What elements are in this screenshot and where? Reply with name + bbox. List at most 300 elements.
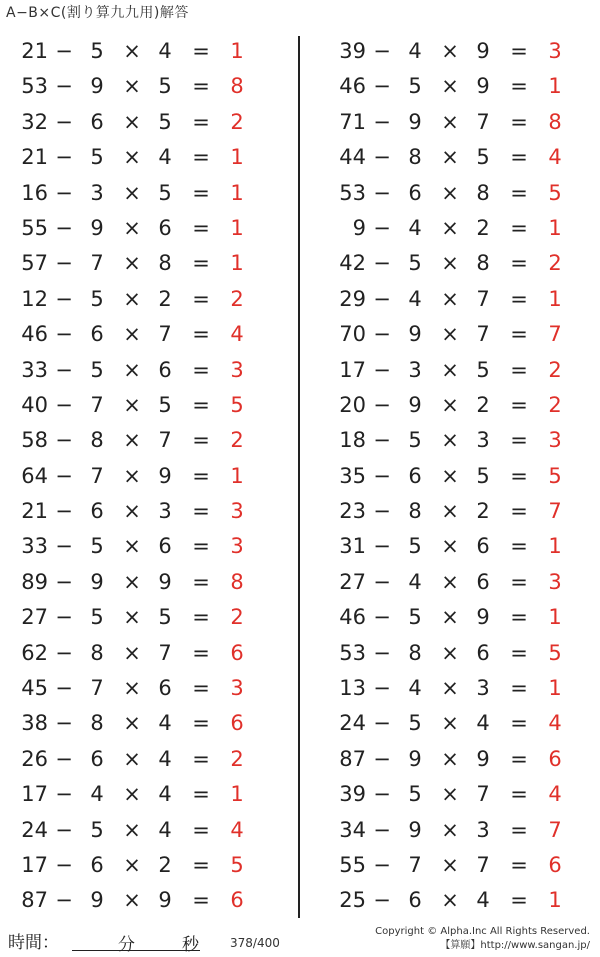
minus-sign: − [373,286,391,311]
times-sign: × [123,746,141,771]
minus-sign: − [55,286,73,311]
operand-a: 71 [339,109,366,134]
operand-c: 4 [158,782,172,807]
operand-a: 70 [339,322,366,347]
answer: 2 [230,428,244,453]
equals-sign: = [510,286,528,311]
page-counter: 378/400 [230,936,280,950]
operand-a: 27 [339,569,366,594]
operand-b: 6 [408,463,422,488]
times-sign: × [441,676,459,701]
operand-b: 5 [90,605,104,630]
times-sign: × [441,180,459,205]
worksheet-title: A−B×C(割り算九九用)解答 [6,5,189,21]
minus-sign: − [373,215,391,240]
operand-c: 7 [158,640,172,665]
operand-b: 5 [408,534,422,559]
minus-sign: − [373,640,391,665]
times-sign: × [441,640,459,665]
times-sign: × [123,392,141,417]
operand-b: 5 [408,711,422,736]
answer: 1 [230,215,244,240]
answer: 5 [548,180,562,205]
equals-sign: = [192,676,210,701]
problem-row [318,353,600,388]
operand-c: 5 [476,145,490,170]
answer: 6 [230,640,244,665]
times-sign: × [123,711,141,736]
operand-a: 53 [21,74,48,99]
minus-sign: − [55,39,73,63]
operand-a: 35 [339,463,366,488]
times-sign: × [441,569,459,594]
problem-row [0,706,290,741]
operand-b: 5 [408,251,422,276]
minus-sign: − [373,746,391,771]
minus-sign: − [373,39,391,63]
equals-sign: = [510,145,528,170]
problem-row [318,636,600,671]
problem-row [318,565,600,600]
operand-a: 64 [21,463,48,488]
operand-b: 4 [408,215,422,240]
equals-sign: = [192,392,210,417]
operand-b: 9 [90,215,104,240]
operand-a: 29 [339,286,366,311]
times-sign: × [123,888,141,913]
time-entry-line [72,950,200,951]
times-sign: × [441,251,459,276]
minus-sign: − [373,74,391,99]
problem-row [0,494,290,529]
equals-sign: = [192,357,210,382]
operand-a: 53 [339,180,366,205]
times-sign: × [123,640,141,665]
times-sign: × [441,746,459,771]
operand-a: 38 [21,711,48,736]
problem-row [0,636,290,671]
answer: 1 [230,145,244,170]
operand-a: 21 [21,145,48,170]
operand-b: 5 [90,357,104,382]
operand-b: 7 [90,251,104,276]
operand-a: 27 [21,605,48,630]
equals-sign: = [192,499,210,524]
operand-a: 33 [21,357,48,382]
problem-row [0,742,290,777]
minus-sign: − [55,180,73,205]
problem-row [318,848,600,883]
problem-row [318,176,600,211]
minus-sign: − [55,392,73,417]
problem-row [318,246,600,281]
copyright-block [375,925,590,953]
operand-c: 9 [476,746,490,771]
operand-c: 4 [476,888,490,913]
minus-sign: − [373,109,391,134]
minus-sign: − [373,852,391,877]
times-sign: × [123,782,141,807]
equals-sign: = [192,215,210,240]
minus-sign: − [373,676,391,701]
equals-sign: = [192,428,210,453]
minus-sign: − [373,569,391,594]
equals-sign: = [192,711,210,736]
operand-b: 8 [408,499,422,524]
operand-b: 5 [90,534,104,559]
minus-sign: − [373,463,391,488]
answer: 1 [548,888,562,913]
problem-row [0,600,290,635]
equals-sign: = [510,109,528,134]
operand-a: 46 [21,322,48,347]
equals-sign: = [510,711,528,736]
operand-c: 2 [158,286,172,311]
answer: 2 [548,251,562,276]
minus-sign: − [55,605,73,630]
problem-row [0,388,290,423]
minus-sign: − [55,852,73,877]
operand-b: 8 [90,428,104,453]
operand-b: 9 [408,392,422,417]
operand-a: 32 [21,109,48,134]
problem-row [0,282,290,317]
problem-row [0,848,290,883]
minus-sign: − [55,357,73,382]
minus-sign: − [373,180,391,205]
operand-b: 7 [90,463,104,488]
times-sign: × [123,676,141,701]
answer: 6 [548,746,562,771]
operand-b: 8 [90,640,104,665]
times-sign: × [123,852,141,877]
problem-row [318,423,600,458]
operand-c: 9 [158,463,172,488]
operand-c: 7 [158,428,172,453]
minus-sign: − [55,251,73,276]
problem-row [0,246,290,281]
minus-sign: − [55,534,73,559]
problem-row [318,529,600,564]
answer: 3 [230,676,244,701]
operand-a: 42 [339,251,366,276]
operand-a: 55 [21,215,48,240]
equals-sign: = [510,817,528,842]
answer: 1 [548,215,562,240]
answer: 2 [230,605,244,630]
times-sign: × [441,74,459,99]
answer: 1 [230,251,244,276]
minus-sign: − [373,782,391,807]
operand-c: 5 [158,180,172,205]
times-sign: × [441,109,459,134]
equals-sign: = [192,39,210,63]
column-divider [298,36,300,918]
times-sign: × [123,428,141,453]
times-sign: × [441,357,459,382]
answer: 8 [230,74,244,99]
problem-row [0,459,290,494]
equals-sign: = [510,428,528,453]
equals-sign: = [510,357,528,382]
time-label: 時間： [8,933,59,953]
answer: 5 [548,640,562,665]
problem-row [0,317,290,352]
operand-c: 9 [158,569,172,594]
minus-sign: − [55,74,73,99]
times-sign: × [441,852,459,877]
equals-sign: = [192,286,210,311]
equals-sign: = [192,74,210,99]
operand-a: 40 [21,392,48,417]
times-sign: × [441,392,459,417]
minus-sign: − [55,640,73,665]
seconds-label: 秒 [182,935,199,955]
operand-c: 9 [476,605,490,630]
equals-sign: = [510,392,528,417]
equals-sign: = [192,463,210,488]
operand-a: 23 [339,499,366,524]
operand-b: 5 [90,817,104,842]
equals-sign: = [192,746,210,771]
operand-b: 8 [90,711,104,736]
minus-sign: − [55,711,73,736]
minus-sign: − [55,499,73,524]
times-sign: × [441,605,459,630]
operand-c: 7 [158,322,172,347]
problem-row [318,600,600,635]
answer: 2 [230,746,244,771]
problem-row [318,494,600,529]
operand-c: 6 [476,569,490,594]
times-sign: × [123,817,141,842]
problem-row [318,813,600,848]
operand-b: 5 [90,145,104,170]
answer: 3 [230,534,244,559]
times-sign: × [441,782,459,807]
answer: 2 [230,109,244,134]
operand-b: 5 [408,605,422,630]
operand-a: 57 [21,251,48,276]
answer: 7 [548,499,562,524]
operand-b: 4 [408,569,422,594]
answer: 8 [230,569,244,594]
minus-sign: − [373,357,391,382]
operand-a: 46 [339,605,366,630]
operand-b: 5 [90,39,104,63]
problem-row [318,883,600,918]
equals-sign: = [510,569,528,594]
problem-row [318,34,600,69]
times-sign: × [441,322,459,347]
problem-row [0,353,290,388]
site-link[interactable]: 【算願】http://www.sangan.jp/ [440,940,590,951]
operand-a: 62 [21,640,48,665]
operand-a: 44 [339,145,366,170]
operand-b: 8 [408,640,422,665]
operand-c: 5 [476,357,490,382]
equals-sign: = [510,782,528,807]
operand-a: 24 [21,817,48,842]
operand-c: 2 [476,392,490,417]
answer: 1 [548,676,562,701]
operand-a: 24 [339,711,366,736]
minus-sign: − [55,145,73,170]
problem-row [318,140,600,175]
operand-b: 4 [408,39,422,63]
equals-sign: = [510,39,528,63]
times-sign: × [123,215,141,240]
operand-b: 6 [90,322,104,347]
minus-sign: − [373,145,391,170]
operand-c: 7 [476,109,490,134]
operand-b: 6 [90,109,104,134]
problem-row [0,69,290,104]
problem-column-left [0,34,290,919]
problem-row [318,742,600,777]
operand-b: 9 [408,109,422,134]
answer: 5 [230,852,244,877]
operand-c: 3 [476,676,490,701]
operand-a: 55 [339,852,366,877]
equals-sign: = [510,534,528,559]
operand-c: 5 [158,74,172,99]
times-sign: × [441,428,459,453]
operand-b: 9 [90,569,104,594]
times-sign: × [123,180,141,205]
operand-b: 7 [90,676,104,701]
operand-c: 9 [158,888,172,913]
operand-c: 2 [476,499,490,524]
operand-a: 21 [21,499,48,524]
answer: 5 [230,392,244,417]
minus-sign: − [373,605,391,630]
answer: 3 [230,357,244,382]
operand-b: 5 [408,782,422,807]
equals-sign: = [192,251,210,276]
operand-a: 18 [339,428,366,453]
operand-a: 45 [21,676,48,701]
equals-sign: = [192,640,210,665]
operand-b: 5 [90,286,104,311]
answer: 1 [548,286,562,311]
answer: 7 [548,322,562,347]
operand-c: 5 [476,463,490,488]
operand-a: 13 [339,676,366,701]
operand-c: 3 [476,428,490,453]
operand-a: 58 [21,428,48,453]
equals-sign: = [510,499,528,524]
answer: 1 [548,534,562,559]
operand-a: 16 [21,180,48,205]
operand-c: 7 [476,286,490,311]
times-sign: × [441,463,459,488]
equals-sign: = [192,782,210,807]
operand-a: 31 [339,534,366,559]
times-sign: × [123,39,141,63]
answer: 1 [230,39,244,63]
minus-sign: − [55,463,73,488]
operand-c: 6 [158,357,172,382]
operand-c: 4 [158,711,172,736]
equals-sign: = [192,569,210,594]
times-sign: × [441,888,459,913]
operand-a: 53 [339,640,366,665]
answer: 4 [548,145,562,170]
equals-sign: = [510,322,528,347]
times-sign: × [441,145,459,170]
times-sign: × [123,534,141,559]
equals-sign: = [510,251,528,276]
times-sign: × [123,109,141,134]
operand-b: 6 [90,499,104,524]
minus-sign: − [55,428,73,453]
times-sign: × [441,39,459,63]
operand-c: 7 [476,322,490,347]
operand-b: 4 [408,676,422,701]
minus-sign: − [55,817,73,842]
minus-sign: − [55,569,73,594]
problem-column-right [318,34,600,919]
operand-b: 3 [408,357,422,382]
equals-sign: = [510,746,528,771]
operand-a: 87 [339,746,366,771]
answer: 6 [230,711,244,736]
equals-sign: = [510,640,528,665]
minus-sign: − [55,746,73,771]
operand-a: 89 [21,569,48,594]
minus-sign: − [55,322,73,347]
problem-row [0,211,290,246]
answer: 3 [548,39,562,63]
times-sign: × [123,251,141,276]
operand-b: 9 [90,74,104,99]
operand-b: 9 [408,322,422,347]
equals-sign: = [192,534,210,559]
operand-a: 33 [21,534,48,559]
minus-sign: − [373,888,391,913]
operand-a: 26 [21,746,48,771]
equals-sign: = [510,215,528,240]
times-sign: × [441,215,459,240]
operand-b: 5 [408,74,422,99]
operand-c: 9 [476,74,490,99]
equals-sign: = [510,605,528,630]
answer: 1 [548,605,562,630]
problem-row [318,317,600,352]
equals-sign: = [192,817,210,842]
times-sign: × [441,499,459,524]
equals-sign: = [510,180,528,205]
operand-c: 5 [158,109,172,134]
operand-a: 46 [339,74,366,99]
problem-row [318,671,600,706]
minus-sign: − [373,534,391,559]
operand-c: 7 [476,782,490,807]
operand-c: 7 [476,852,490,877]
operand-c: 8 [476,180,490,205]
operand-c: 3 [476,817,490,842]
problem-row [318,105,600,140]
problem-row [0,813,290,848]
operand-b: 7 [90,392,104,417]
equals-sign: = [510,676,528,701]
minus-sign: − [55,676,73,701]
answer: 7 [548,817,562,842]
times-sign: × [123,322,141,347]
minus-sign: − [55,782,73,807]
operand-c: 6 [476,534,490,559]
